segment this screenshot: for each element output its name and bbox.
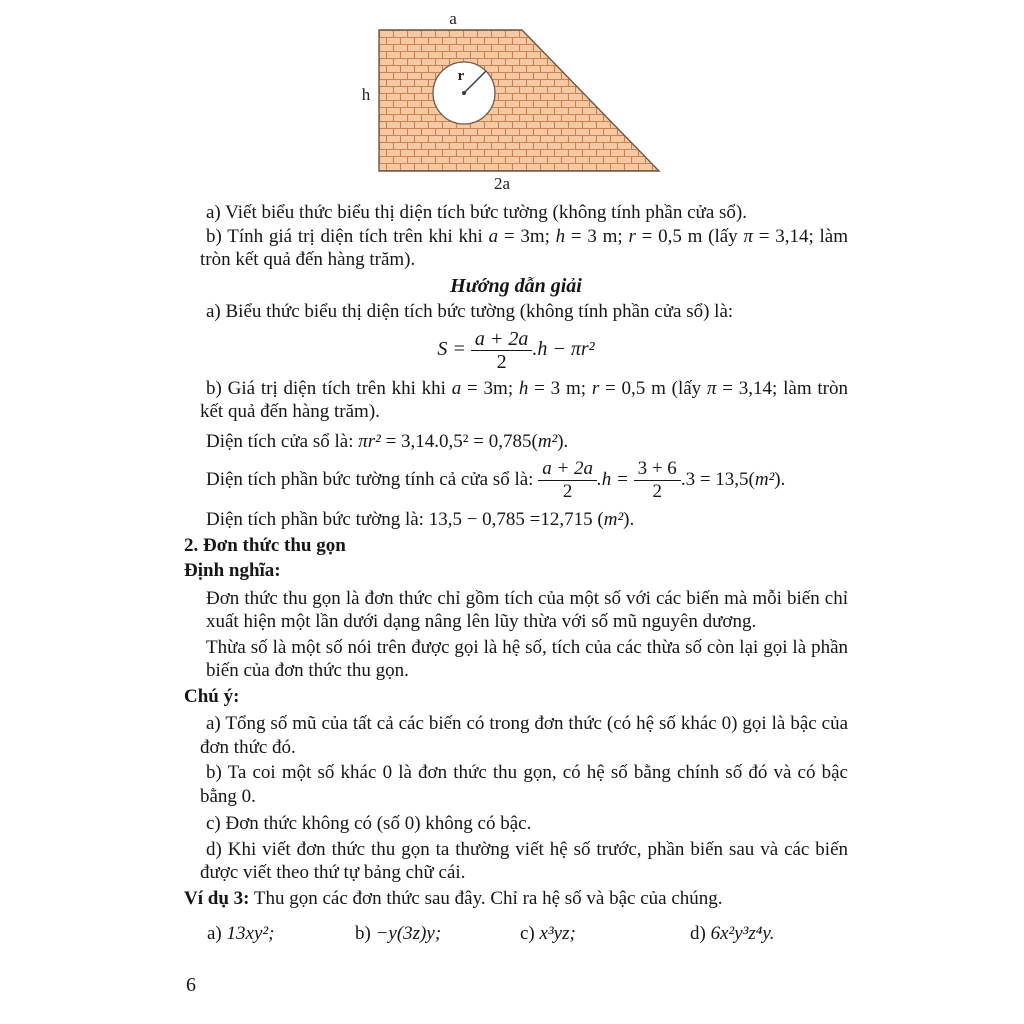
wall-total-frac2-num: 3 + 6 (634, 459, 681, 481)
note-label: Chú ý: (184, 685, 240, 707)
window-area-label: Diện tích cửa sổ là: (206, 430, 359, 452)
wall-final-unit: m² (603, 509, 624, 530)
monomial-a-math: 13xy²; (226, 923, 275, 944)
wall-total-frac1 (538, 459, 597, 502)
example-label: Ví dụ 3: (184, 887, 250, 909)
fraction-denominator: 2 (496, 350, 507, 373)
wall-total-line (184, 459, 848, 502)
monomial-a-label: a) (207, 923, 227, 944)
wall-trapezoid (379, 30, 659, 171)
wall-total-unit: m² (754, 468, 775, 490)
window-area-math2: = 3,14.0,5² = 0,785( (380, 430, 538, 452)
wall-area-formula (184, 329, 848, 372)
monomial-a (207, 922, 274, 946)
label-height-h: h (361, 85, 371, 104)
wall-final-label: Diện tích phần bức tường là: (206, 509, 429, 530)
solution-step-a-intro: a) Biểu thức biểu thị diện tích bức tường (không tính phần cửa sổ) là: (206, 301, 734, 322)
solution-heading: Hướng dẫn giải (450, 274, 582, 297)
wall-total-frac1-den: 2 (562, 481, 573, 502)
monomial-b (355, 922, 441, 946)
wall-final-close: ). (623, 509, 635, 530)
monomial-row (184, 922, 848, 952)
window-area-close: ). (557, 430, 569, 452)
formula-tail: .h − πr² (532, 337, 595, 360)
page-number: 6 (186, 974, 196, 996)
label-top-a: a (449, 10, 457, 28)
monomial-d-label: d) (690, 923, 711, 944)
wall-total-frac2-den: 2 (652, 481, 662, 502)
formula-lhs: S = (437, 337, 471, 360)
monomial-d (690, 922, 774, 946)
window-area-unit: m² (537, 430, 558, 452)
monomial-c-math: x³yz; (539, 923, 576, 944)
wall-diagram-svg (352, 10, 676, 194)
wall-final-line (206, 508, 848, 532)
monomial-c-label: c) (520, 923, 540, 944)
definition-paragraph-2: Thừa số là một số nói trên được gọi là hệ số, tích của các thừa số còn lại gọi là phần biến của đơn thức thu gọn. (206, 636, 848, 681)
page-content (184, 201, 848, 952)
problem-item-b: b) Tính giá trị diện tích trên khi khi a = 3m; h = 3 m; r = 0,5 m (lấy π = 3,14; làm tròn kết quả đến hàng trăm). (200, 225, 848, 270)
window-area-math1: πr² (358, 430, 381, 452)
solution-step-b: b) Giá trị diện tích trên khi khi a = 3m; h = 3 m; r = 0,5 m (lấy π = 3,14; làm tròn kết quả đến hàng trăm). (200, 377, 848, 422)
window-area-line (206, 430, 848, 454)
monomial-d-math: 6x²y³z⁴y. (710, 923, 775, 944)
wall-total-frac2 (634, 459, 681, 502)
wall-total-tail: .3 = 13,5( (680, 468, 755, 490)
monomial-b-label: b) (355, 923, 376, 944)
monomial-b-math: −y(3z)y; (375, 923, 442, 944)
note-item-b: b) Ta coi một số khác 0 là đơn thức thu gọn, có hệ số bằng chính số đó và có bậc bằng 0. (200, 762, 848, 807)
problem-item-a: a) Viết biểu thức biểu thị diện tích bức tường (không tính phần cửa sổ). (206, 202, 747, 223)
note-item-c: c) Đơn thức không có (số 0) không có bậc. (206, 813, 532, 834)
definition-paragraph-1: Đơn thức thu gọn là đơn thức chỉ gồm tích của một số với các biến mà mỗi biến chỉ xuất hiện một lần dưới dạng nâng lên lũy thừa với số mũ nguyên dương. (206, 587, 848, 632)
example-text: Thu gọn các đơn thức sau đây. Chỉ ra hệ số và bậc của chúng. (249, 887, 723, 909)
section2-heading: 2. Đơn thức thu gọn (184, 534, 346, 556)
monomial-c (520, 922, 576, 946)
note-item-d: d) Khi viết đơn thức thu gọn ta thường viết hệ số trước, phần biến sau và các biến được viết theo thứ tự bảng chữ cái. (200, 838, 848, 883)
wall-final-math: 13,5 − 0,785 =12,715 ( (428, 509, 604, 530)
circle-center-dot (462, 91, 466, 95)
wall-diagram (352, 10, 676, 194)
label-radius-r: r (457, 68, 465, 84)
example-line (184, 887, 848, 911)
label-bottom-2a: 2a (493, 174, 511, 193)
fraction-numerator: a + 2a (471, 329, 533, 351)
wall-total-close: ). (774, 468, 786, 490)
formula-fraction (471, 329, 533, 372)
note-item-a: a) Tổng số mũ của tất cả các biến có trong đơn thức (có hệ số khác 0) gọi là bậc của đơn thức đó. (200, 713, 848, 758)
wall-total-label: Diện tích phần bức tường tính cả cửa sổ là: (206, 468, 539, 490)
definition-label: Định nghĩa: (184, 560, 281, 581)
wall-total-frac1-num: a + 2a (538, 459, 597, 481)
wall-total-mid: .h = (597, 468, 634, 490)
